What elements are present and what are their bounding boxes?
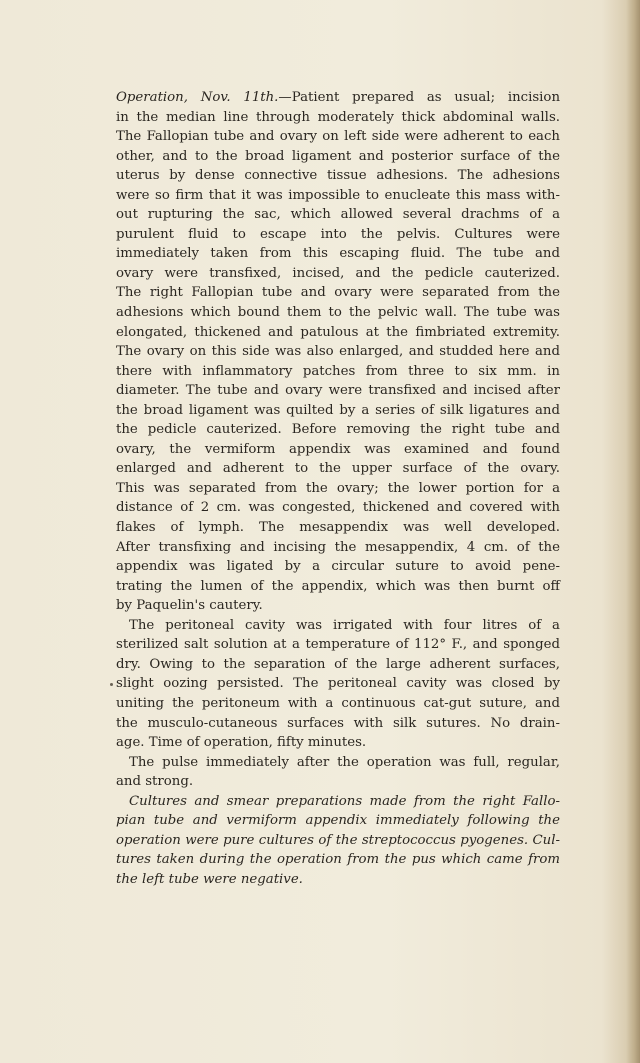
text-line: in the median line through moderately thick abdominal walls. (116, 109, 560, 125)
paragraph-pulse (116, 753, 560, 792)
text-line: This was separated from the ovary; the lower portion for a (116, 480, 560, 496)
text-line: distance of 2 cm. was congested, thickened and covered with (116, 500, 560, 516)
text-line: ovary, the vermiform appendix was examined and found (116, 441, 560, 457)
text-line: ovary were transfixed, incised, and the pedicle cauterized. (116, 265, 560, 281)
text-line: purulent fluid to escape into the pelvis. Cultures were (116, 226, 560, 242)
document-body (116, 88, 560, 889)
paragraph-peritoneal-cavity (116, 616, 560, 753)
text-line: The peritoneal cavity was irrigated with four litres of a (129, 617, 560, 633)
text-line: dry. Owing to the separation of the large adherent surfaces, (116, 656, 560, 672)
text-line: were so firm that it was impossible to enucleate this mass with- (116, 187, 560, 203)
text-line: After transfixing and incising the mesappendix, 4 cm. of the (116, 539, 560, 555)
text-line: operation were pure cultures of the streptococcus pyogenes. Cul- (116, 832, 560, 848)
text-line: adhesions which bound them to the pelvic wall. The tube was (116, 305, 560, 321)
text-line-rest: —Patient prepared as usual; incision (278, 90, 561, 105)
text-line: Cultures and smear preparations made from the right Fallo- (129, 793, 560, 809)
text-line: flakes of lymph. The mesappendix was well developed. (116, 520, 560, 536)
ink-speck (110, 683, 113, 686)
text-line: enlarged and adherent to the upper surface of the ovary. (116, 461, 560, 477)
text-line: The Fallopian tube and ovary on left side were adherent to each (116, 129, 560, 145)
text-line: the musculo-cutaneous surfaces with silk sutures. No drain- (116, 715, 560, 731)
text-line: uniting the peritoneum with a continuous cat-gut suture, and (116, 695, 560, 711)
text-line: the broad ligament was quilted by a series of silk ligatures and (116, 402, 560, 418)
text-line: the pedicle cauterized. Before removing the right tube and (116, 422, 560, 438)
text-line: uterus by dense connective tissue adhesions. The adhesions (116, 168, 560, 184)
text-line: appendix was ligated by a circular suture to avoid pene- (116, 559, 560, 575)
text-line: tures taken during the operation from the pus which came from (116, 852, 560, 868)
text-line: age. Time of operation, fifty minutes. (116, 735, 367, 751)
text-line (116, 88, 560, 108)
text-line: The ovary on this side was also enlarged, and studded here and (116, 344, 560, 360)
paragraph-cultures (116, 792, 560, 890)
text-line: the left tube were negative. (116, 871, 303, 887)
text-line: pian tube and vermiform appendix immediately following the (116, 813, 560, 829)
text-line: out rupturing the sac, which allowed several drachms of a (116, 207, 560, 223)
text-line: there with inflammatory patches from three to six mm. in (116, 363, 560, 379)
text-line: The right Fallopian tube and ovary were separated from the (116, 285, 560, 301)
text-line: trating the lumen of the appendix, which was then burnt off (116, 578, 560, 594)
text-line: sterilized salt solution at a temperature of 112° F., and sponged (116, 637, 560, 653)
text-line: elongated, thickened and patulous at the fimbriated extremity. (116, 324, 560, 340)
text-line: diameter. The tube and ovary were transfixed and incised after (116, 383, 560, 399)
paragraph-operation (116, 88, 560, 616)
text-line: and strong. (116, 774, 194, 790)
text-line: The pulse immediately after the operation was full, regular, (129, 754, 560, 770)
text-line: immediately taken from this escaping fluid. The tube and (116, 246, 560, 262)
text-line: other, and to the broad ligament and posterior surface of the (116, 148, 560, 164)
text-line: by Paquelin's cautery. (116, 598, 263, 614)
text-line: slight oozing persisted. The peritoneal cavity was closed by (116, 676, 560, 692)
operation-heading: Operation, Nov. 11th. (116, 90, 279, 105)
page-edge-shadow (626, 0, 640, 1063)
